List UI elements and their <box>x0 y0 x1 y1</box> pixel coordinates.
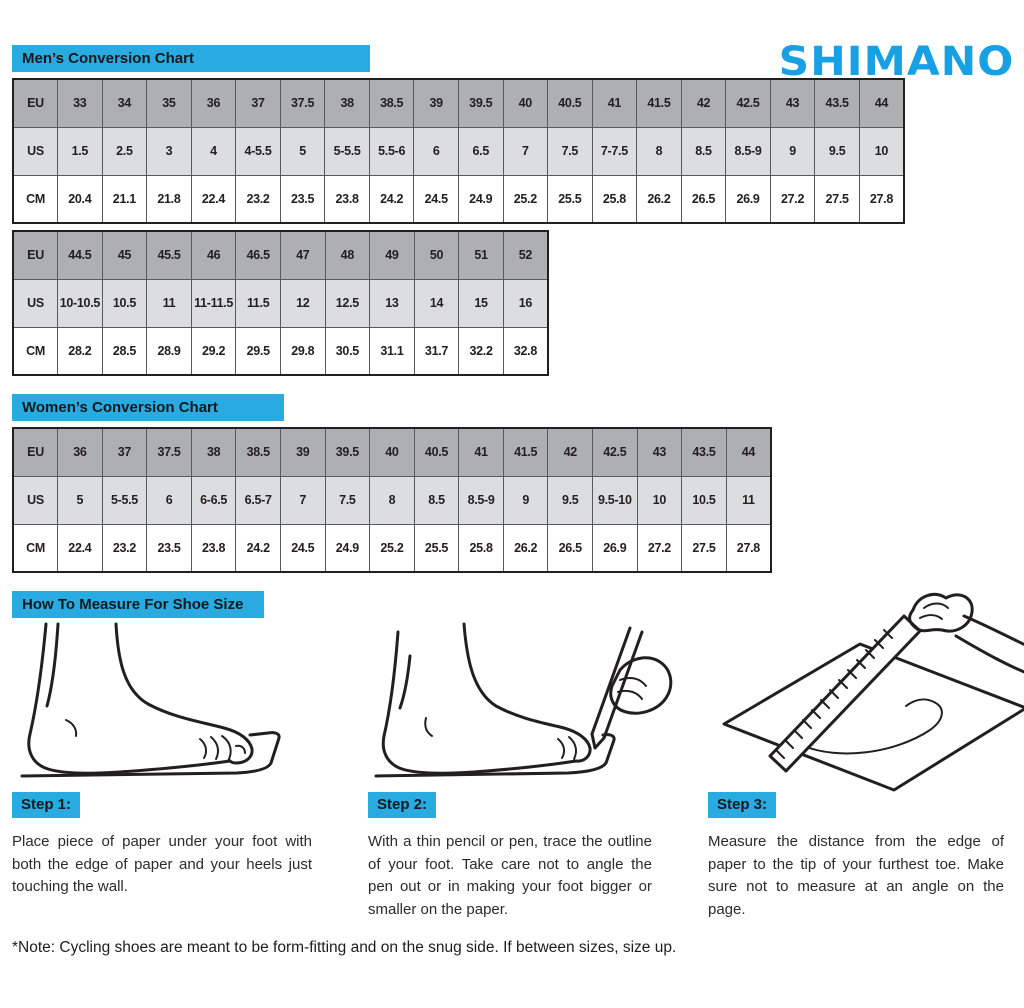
size-value-cell: 32.2 <box>459 327 504 375</box>
womens-chart-header <box>12 394 284 421</box>
size-value-cell: 45 <box>102 231 147 279</box>
size-value-cell: 8.5-9 <box>459 476 504 524</box>
size-value-cell: 14 <box>414 279 459 327</box>
size-value-cell: 4-5.5 <box>236 127 281 175</box>
size-value-cell: 31.1 <box>370 327 415 375</box>
size-value-cell: 28.5 <box>102 327 147 375</box>
size-value-cell: 10-10.5 <box>58 279 103 327</box>
size-value-cell: 49 <box>370 231 415 279</box>
size-value-cell: 32.8 <box>503 327 548 375</box>
size-value-cell: 22.4 <box>191 175 236 223</box>
row-header-cell: EU <box>13 231 58 279</box>
size-value-cell: 21.1 <box>102 175 147 223</box>
size-value-cell: 41.5 <box>637 79 682 127</box>
size-value-cell: 42 <box>681 79 726 127</box>
row-header-cell: US <box>13 279 58 327</box>
size-guide-page <box>0 39 1024 957</box>
size-value-cell: 36 <box>191 79 236 127</box>
size-value-cell: 38 <box>325 79 370 127</box>
mens-chart-header <box>12 45 370 72</box>
step-1-block <box>12 792 368 899</box>
illustrations-row <box>12 622 1024 788</box>
size-value-cell: 27.5 <box>682 524 727 572</box>
size-value-cell: 6.5 <box>458 127 503 175</box>
size-row-eu <box>13 79 904 127</box>
size-value-cell: 26.2 <box>503 524 548 572</box>
size-value-cell: 26.5 <box>681 175 726 223</box>
size-value-cell: 25.5 <box>548 175 593 223</box>
size-value-cell: 27.5 <box>815 175 860 223</box>
size-value-cell: 43.5 <box>682 428 727 476</box>
size-value-cell: 11-11.5 <box>191 279 236 327</box>
step3-illustration-measuring <box>708 622 1024 788</box>
hand-tracing-foot-icon <box>368 622 678 784</box>
row-header-cell: EU <box>13 79 58 127</box>
size-row-eu <box>13 231 548 279</box>
size-value-cell: 26.5 <box>548 524 593 572</box>
size-value-cell: 30.5 <box>325 327 370 375</box>
size-value-cell: 52 <box>503 231 548 279</box>
size-row-us <box>13 476 771 524</box>
size-value-cell: 6 <box>147 476 192 524</box>
ruler-measuring-icon <box>708 588 1024 793</box>
size-value-cell: 50 <box>414 231 459 279</box>
size-value-cell: 7.5 <box>325 476 370 524</box>
size-value-cell: 11 <box>726 476 771 524</box>
size-value-cell: 5-5.5 <box>325 127 370 175</box>
size-value-cell: 40.5 <box>548 79 593 127</box>
row-header-cell: CM <box>13 524 58 572</box>
step-3-text: Measure the distance from the edge of paper to the tip of your furthest toe. Make sure not to measure at an angle on the page. <box>708 833 1004 918</box>
mens-chart-title: Men’s Conversion Chart <box>22 50 194 67</box>
size-value-cell: 6 <box>414 127 459 175</box>
size-value-cell: 5.5-6 <box>369 127 414 175</box>
mens-size-table-2 <box>12 230 549 376</box>
size-value-cell: 46.5 <box>236 231 281 279</box>
size-value-cell: 23.2 <box>102 524 147 572</box>
size-value-cell: 7-7.5 <box>592 127 637 175</box>
size-value-cell: 37 <box>102 428 147 476</box>
size-value-cell: 10 <box>637 476 682 524</box>
size-value-cell: 7 <box>503 127 548 175</box>
size-value-cell: 23.8 <box>191 524 236 572</box>
size-value-cell: 8 <box>370 476 415 524</box>
size-value-cell: 39 <box>280 428 325 476</box>
size-value-cell: 42 <box>548 428 593 476</box>
size-value-cell: 8.5 <box>681 127 726 175</box>
step-2-badge: Step 2: <box>368 792 436 818</box>
size-value-cell: 10.5 <box>102 279 147 327</box>
step-1-text: Place piece of paper under your foot with both the edge of paper and your heels just touching the wall. <box>12 833 312 895</box>
size-value-cell: 5 <box>280 127 325 175</box>
size-value-cell: 10 <box>859 127 904 175</box>
how-to-measure-title: How To Measure For Shoe Size <box>22 596 244 613</box>
step-2-text: With a thin pencil or pen, trace the outline of your foot. Take care not to angle the pen out or in making your foot bigger or smaller on the paper. <box>368 833 652 918</box>
size-value-cell: 23.5 <box>147 524 192 572</box>
size-value-cell: 43 <box>637 428 682 476</box>
size-value-cell: 12.5 <box>325 279 370 327</box>
size-value-cell: 9.5-10 <box>593 476 638 524</box>
size-value-cell: 20.4 <box>58 175 103 223</box>
size-value-cell: 8 <box>637 127 682 175</box>
size-value-cell: 16 <box>503 279 548 327</box>
size-value-cell: 13 <box>370 279 415 327</box>
size-value-cell: 21.8 <box>147 175 192 223</box>
size-value-cell: 9 <box>503 476 548 524</box>
row-header-cell: CM <box>13 175 58 223</box>
step-3-block <box>708 792 1024 921</box>
size-value-cell: 39 <box>414 79 459 127</box>
size-value-cell: 40 <box>370 428 415 476</box>
size-value-cell: 11.5 <box>236 279 281 327</box>
steps-row <box>12 792 1024 921</box>
size-value-cell: 7.5 <box>548 127 593 175</box>
step-1-badge: Step 1: <box>12 792 80 818</box>
size-value-cell: 48 <box>325 231 370 279</box>
size-value-cell: 3 <box>147 127 192 175</box>
size-value-cell: 24.2 <box>236 524 281 572</box>
size-value-cell: 24.5 <box>414 175 459 223</box>
size-value-cell: 39.5 <box>458 79 503 127</box>
size-value-cell: 41 <box>592 79 637 127</box>
size-value-cell: 4 <box>191 127 236 175</box>
size-value-cell: 40 <box>503 79 548 127</box>
size-value-cell: 15 <box>459 279 504 327</box>
womens-size-table <box>12 427 772 573</box>
size-value-cell: 35 <box>147 79 192 127</box>
size-value-cell: 37.5 <box>147 428 192 476</box>
size-value-cell: 45.5 <box>147 231 192 279</box>
size-value-cell: 28.2 <box>58 327 103 375</box>
size-value-cell: 42.5 <box>726 79 771 127</box>
size-value-cell: 26.2 <box>637 175 682 223</box>
size-value-cell: 51 <box>459 231 504 279</box>
size-value-cell: 7 <box>280 476 325 524</box>
row-header-cell: US <box>13 476 58 524</box>
size-value-cell: 24.2 <box>369 175 414 223</box>
size-row-cm <box>13 175 904 223</box>
size-value-cell: 40.5 <box>414 428 459 476</box>
size-value-cell: 29.5 <box>236 327 281 375</box>
size-value-cell: 22.4 <box>58 524 103 572</box>
size-value-cell: 43.5 <box>815 79 860 127</box>
size-value-cell: 2.5 <box>102 127 147 175</box>
size-value-cell: 42.5 <box>593 428 638 476</box>
size-value-cell: 24.5 <box>280 524 325 572</box>
size-value-cell: 38.5 <box>369 79 414 127</box>
size-value-cell: 38 <box>191 428 236 476</box>
size-value-cell: 6-6.5 <box>191 476 236 524</box>
row-header-cell: CM <box>13 327 58 375</box>
size-value-cell: 31.7 <box>414 327 459 375</box>
size-value-cell: 47 <box>280 231 325 279</box>
size-value-cell: 5 <box>58 476 103 524</box>
size-value-cell: 41.5 <box>503 428 548 476</box>
size-value-cell: 25.2 <box>503 175 548 223</box>
size-value-cell: 29.2 <box>191 327 236 375</box>
size-row-cm <box>13 524 771 572</box>
size-value-cell: 12 <box>280 279 325 327</box>
foot-on-paper-icon <box>12 622 312 784</box>
step-2-block <box>368 792 708 921</box>
size-value-cell: 43 <box>770 79 815 127</box>
size-value-cell: 27.2 <box>637 524 682 572</box>
step1-illustration-foot-on-paper <box>12 622 368 788</box>
size-value-cell: 24.9 <box>458 175 503 223</box>
size-value-cell: 27.8 <box>726 524 771 572</box>
size-value-cell: 44.5 <box>58 231 103 279</box>
size-row-us <box>13 127 904 175</box>
step-3-badge: Step 3: <box>708 792 776 818</box>
size-value-cell: 34 <box>102 79 147 127</box>
row-header-cell: US <box>13 127 58 175</box>
step2-illustration-tracing-foot <box>368 622 708 788</box>
size-value-cell: 27.2 <box>770 175 815 223</box>
mens-size-table-1 <box>12 78 905 224</box>
size-value-cell: 28.9 <box>147 327 192 375</box>
size-value-cell: 23.2 <box>236 175 281 223</box>
row-header-cell: EU <box>13 428 58 476</box>
size-value-cell: 41 <box>459 428 504 476</box>
size-value-cell: 37 <box>236 79 281 127</box>
size-value-cell: 25.2 <box>370 524 415 572</box>
size-value-cell: 11 <box>147 279 192 327</box>
size-value-cell: 23.5 <box>280 175 325 223</box>
shimano-logo: SHIMANO <box>778 39 1014 85</box>
size-value-cell: 38.5 <box>236 428 281 476</box>
size-row-us <box>13 279 548 327</box>
size-value-cell: 8.5 <box>414 476 459 524</box>
size-value-cell: 24.9 <box>325 524 370 572</box>
size-value-cell: 25.5 <box>414 524 459 572</box>
sizing-footnote: *Note: Cycling shoes are meant to be form-fitting and on the snug side. If between sizes, size up. <box>12 939 677 956</box>
size-value-cell: 9.5 <box>815 127 860 175</box>
size-value-cell: 26.9 <box>726 175 771 223</box>
size-value-cell: 6.5-7 <box>236 476 281 524</box>
size-value-cell: 10.5 <box>682 476 727 524</box>
size-value-cell: 9.5 <box>548 476 593 524</box>
size-value-cell: 39.5 <box>325 428 370 476</box>
size-row-cm <box>13 327 548 375</box>
size-value-cell: 26.9 <box>593 524 638 572</box>
size-value-cell: 25.8 <box>592 175 637 223</box>
womens-chart-title: Women’s Conversion Chart <box>22 399 218 416</box>
size-value-cell: 36 <box>58 428 103 476</box>
size-value-cell: 37.5 <box>280 79 325 127</box>
size-value-cell: 9 <box>770 127 815 175</box>
size-value-cell: 5-5.5 <box>102 476 147 524</box>
size-value-cell: 46 <box>191 231 236 279</box>
size-value-cell: 44 <box>726 428 771 476</box>
size-value-cell: 27.8 <box>859 175 904 223</box>
size-value-cell: 1.5 <box>58 127 103 175</box>
size-value-cell: 23.8 <box>325 175 370 223</box>
how-to-measure-header <box>12 591 264 618</box>
size-value-cell: 25.8 <box>459 524 504 572</box>
size-value-cell: 29.8 <box>280 327 325 375</box>
size-row-eu <box>13 428 771 476</box>
size-value-cell: 33 <box>58 79 103 127</box>
size-value-cell: 44 <box>859 79 904 127</box>
size-value-cell: 8.5-9 <box>726 127 771 175</box>
